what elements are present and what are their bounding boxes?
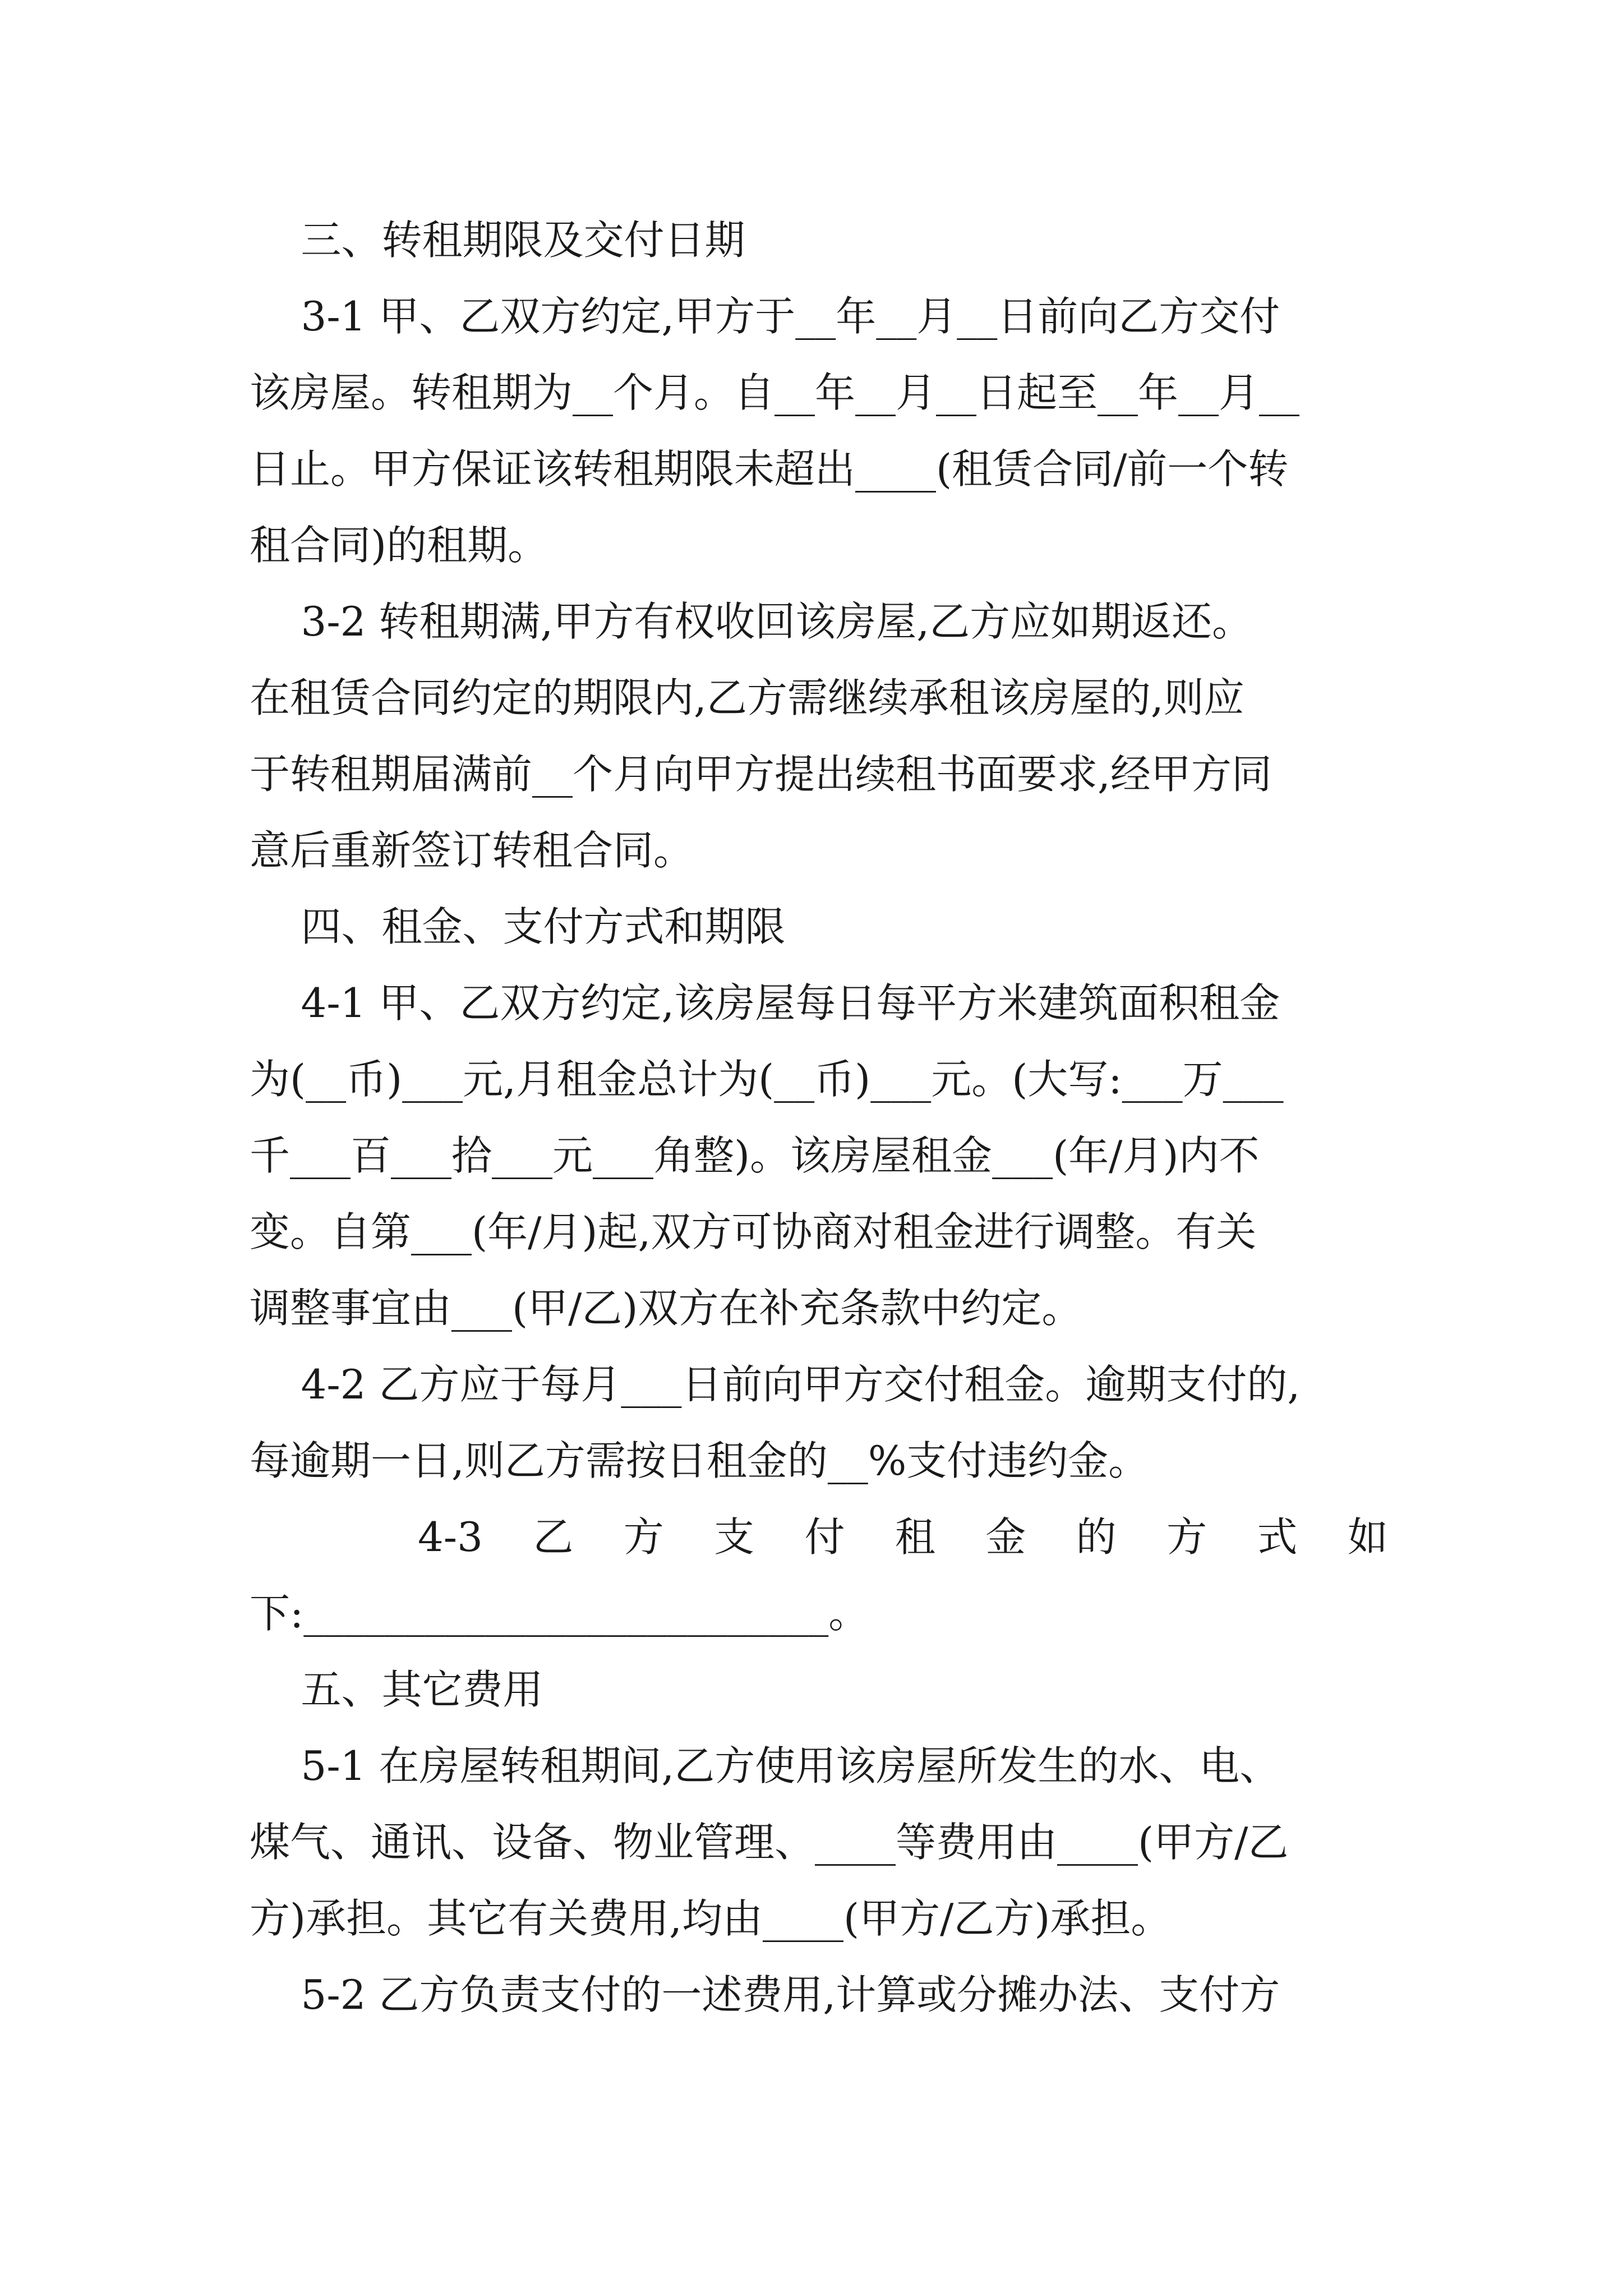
document-body [250, 202, 1388, 2033]
paragraph-line: 千___百___拾___元___角整)。该房屋租金___(年/月)内不 [250, 1132, 1260, 1179]
spread-token: 方 [1166, 1513, 1207, 1561]
paragraph-line: 方)承担。其它有关费用,均由____(甲方/乙方)承担。 [250, 1895, 1172, 1942]
section-heading-3: 三、转租期限及交付日期 [250, 217, 745, 264]
spread-token: 金 [985, 1513, 1026, 1561]
paragraph-line: 下:__________________________。 [250, 1590, 869, 1637]
paragraph-line: 4-1 甲、乙双方约定,该房屋每日每平方米建筑面积租金 [250, 979, 1280, 1027]
spread-token: 租 [895, 1513, 935, 1561]
spread-token: 付 [804, 1513, 845, 1561]
paragraph-line: 日止。甲方保证该转租期限未超出____(租赁合同/前一个转 [250, 445, 1289, 493]
paragraph-line: 调整事宜由___(甲/乙)双方在补充条款中约定。 [250, 1285, 1082, 1332]
spread-token: 乙 [533, 1513, 574, 1561]
spread-token: 式 [1257, 1513, 1298, 1561]
paragraph-line: 于转租期届满前__个月向甲方提出续租书面要求,经甲方同 [250, 751, 1272, 798]
justified-paragraph-line [250, 1499, 1388, 1575]
spread-token: 4-3 [418, 1513, 483, 1561]
paragraph-line: 该房屋。转租期为__个月。自__年__月__日起至__年__月__ [250, 369, 1300, 416]
section-heading-4: 四、租金、支付方式和期限 [250, 903, 786, 950]
paragraph-line: 5-1 在房屋转租期间,乙方使用该房屋所发生的水、电、 [250, 1742, 1280, 1789]
paragraph-line: 3-1 甲、乙双方约定,甲方于__年__月__日前向乙方交付 [250, 293, 1280, 340]
paragraph-line: 租合同)的租期。 [250, 522, 548, 569]
paragraph-line: 意后重新签订转租合同。 [250, 827, 694, 874]
section-heading-5: 五、其它费用 [250, 1666, 543, 1713]
paragraph-line: 为(__币)___元,月租金总计为(__币)___元。(大写:___万___ [250, 1056, 1284, 1103]
paragraph-line: 4-2 乙方应于每月___日前向甲方交付租金。逾期支付的, [250, 1361, 1301, 1408]
spread-token: 支 [714, 1513, 755, 1561]
paragraph-line: 5-2 乙方负责支付的一述费用,计算或分摊办法、支付方 [250, 1971, 1280, 2018]
paragraph-line: 变。自第___(年/月)起,双方可协商对租金进行调整。有关 [250, 1208, 1257, 1255]
paragraph-line: 每逾期一日,则乙方需按日租金的__%支付违约金。 [250, 1437, 1149, 1484]
spread-token: 的 [1076, 1513, 1117, 1561]
paragraph-line: 在租赁合同约定的期限内,乙方需继续承租该房屋的,则应 [250, 674, 1244, 721]
paragraph-line: 煤气、通讯、设备、物业管理、____等费用由____(甲方/乙 [250, 1819, 1289, 1866]
spread-token: 如 [1347, 1513, 1388, 1561]
paragraph-line: 3-2 转租期满,甲方有权收回该房屋,乙方应如期返还。 [250, 598, 1253, 645]
spread-token: 方 [623, 1513, 664, 1561]
